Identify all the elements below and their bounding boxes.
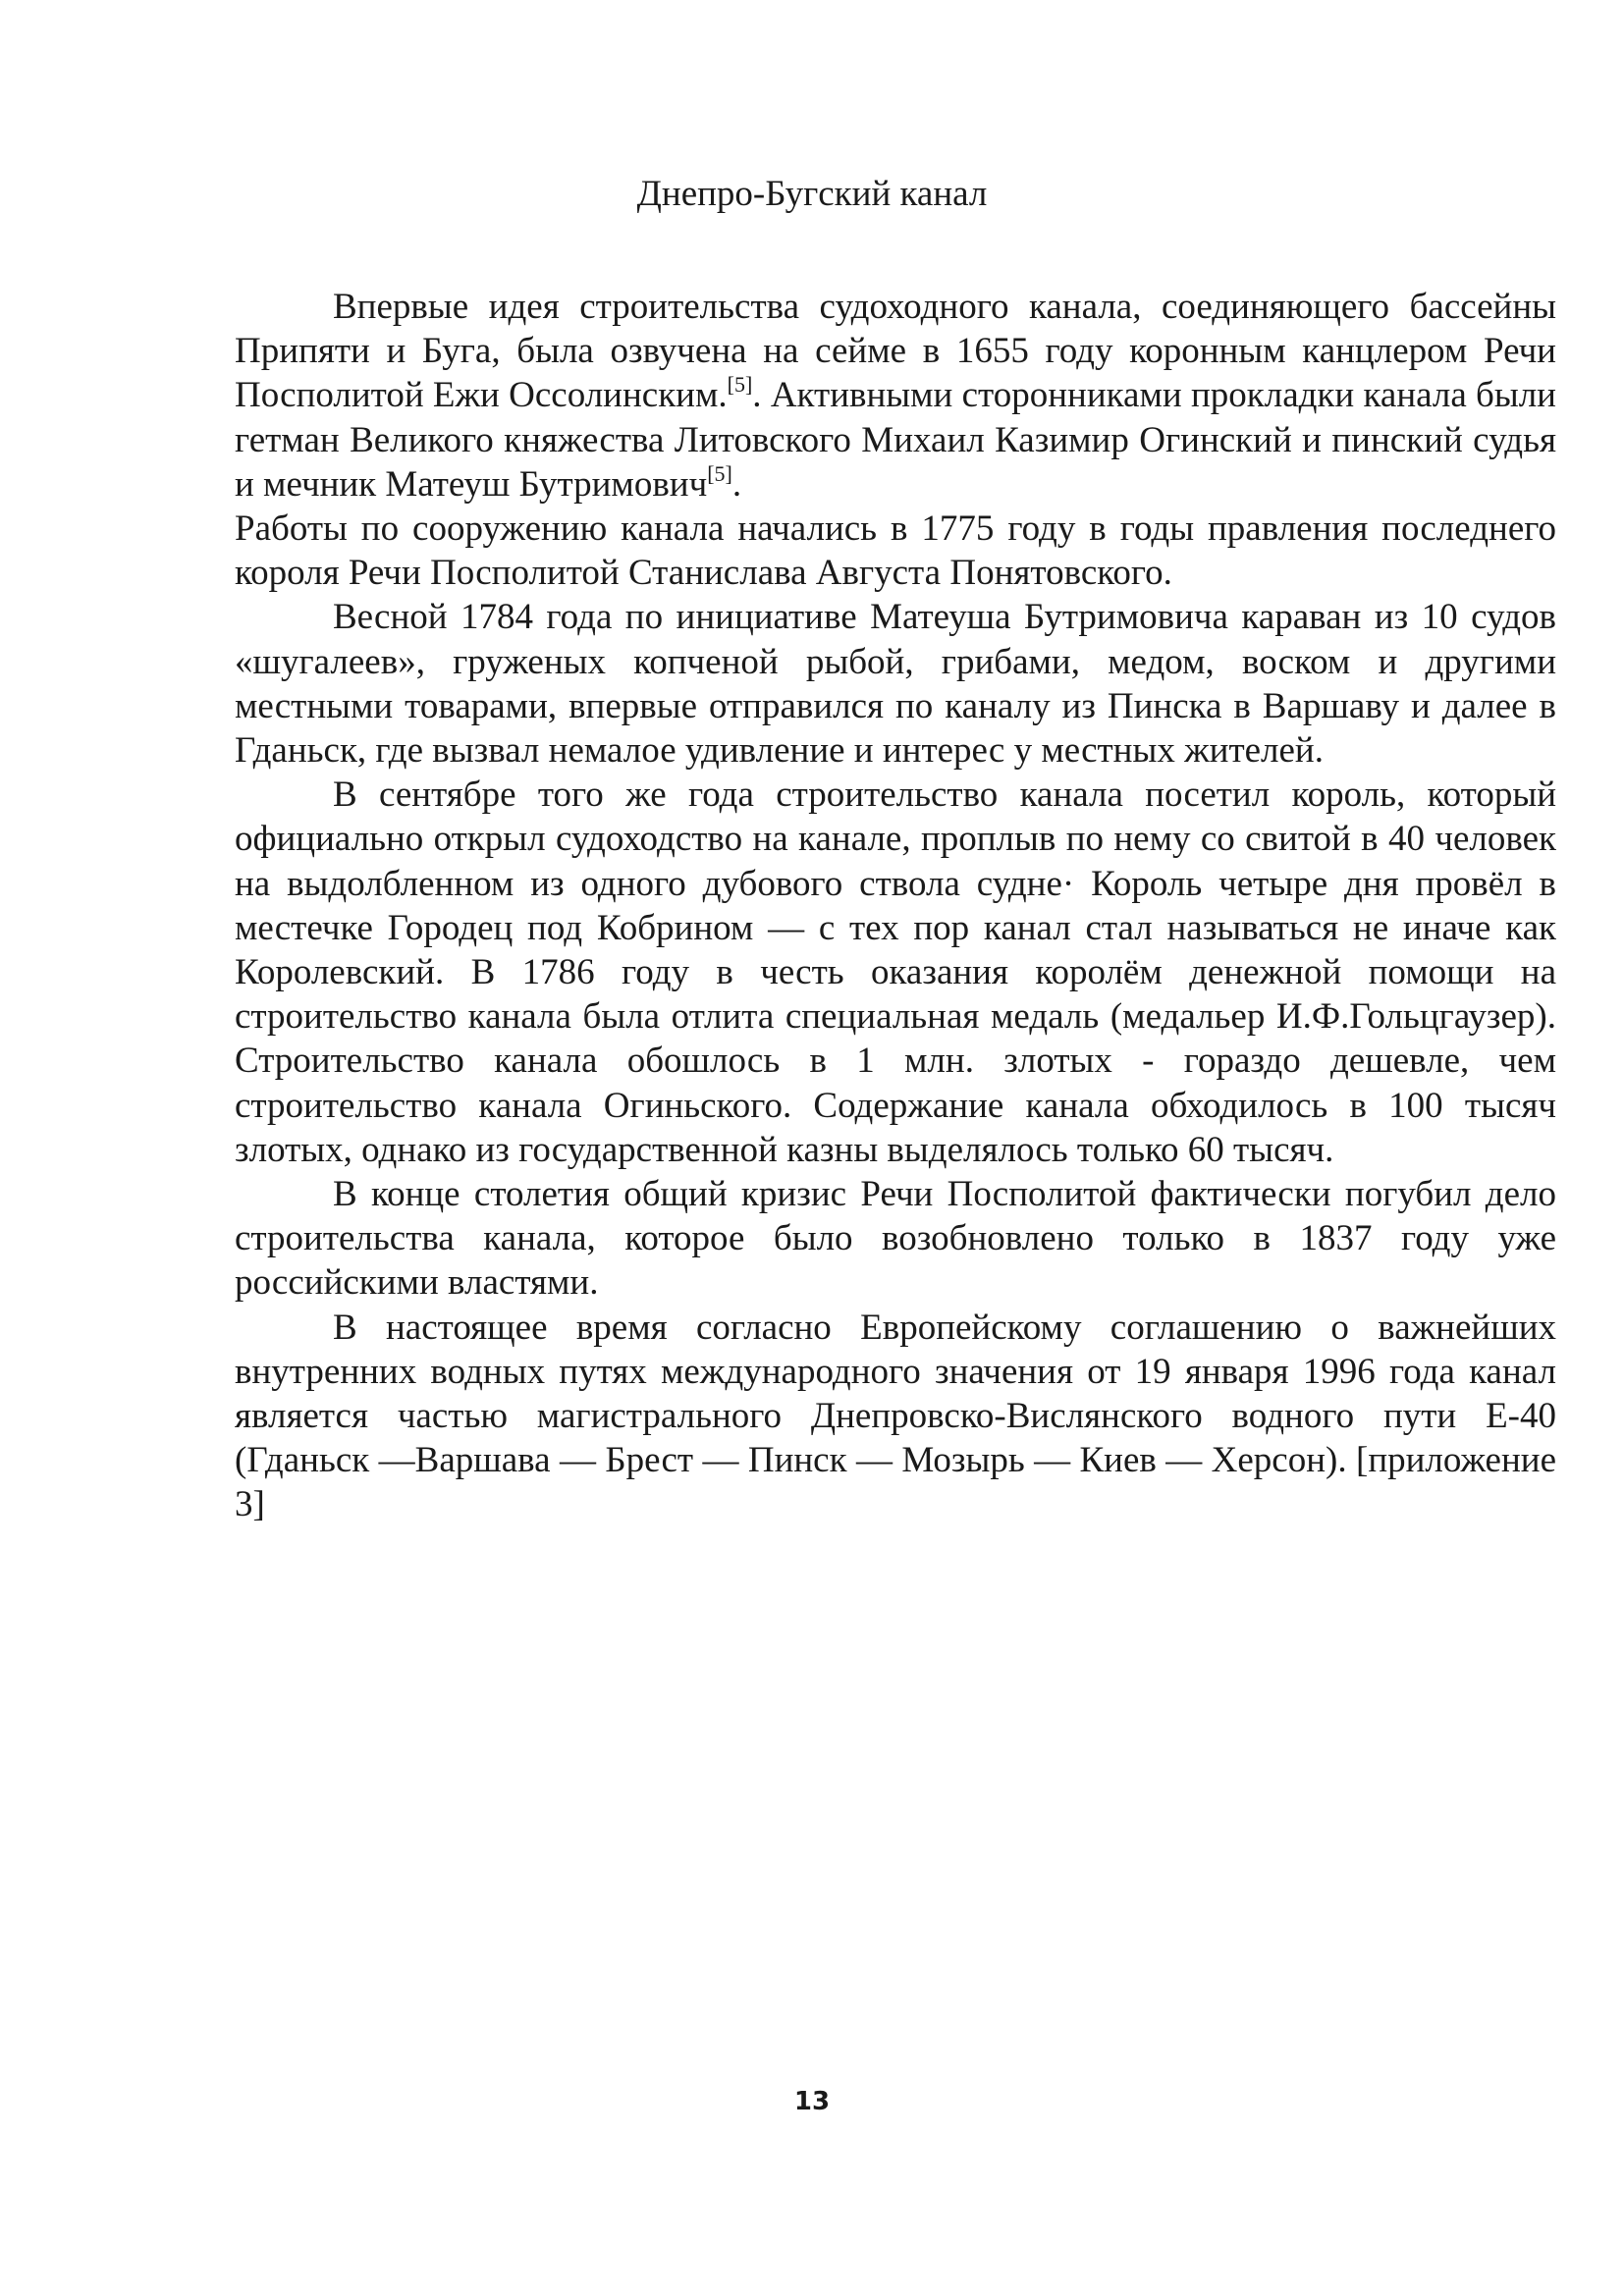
paragraph-5: В конце столетия общий кризис Речи Посполитой фактически погубил дело строительства канала, которое было возобновлено только в 1837 году уже российскими властями. (235, 1174, 1556, 1304)
page-number: 13 (793, 2087, 831, 2116)
footnote-reference: [5] (727, 372, 753, 398)
paragraph-1-text-a: Впервые идея строительства судоходного канала, соединяющего бассейны Припяти и Буга, была озвучена на сейме в 1655 году коронным канцлером Речи Посполитой Ежи Оссолинским. (235, 287, 1556, 416)
paragraph-2: Работы по сооружению канала начались в 1775 году в годы правления последнего короля Речи Посполитой Станислава Августа Понятовского. (235, 508, 1556, 594)
paragraph-3: Весной 1784 года по инициативе Матеуша Бутримовича караван из 10 судов «шугалеев», груженых копченой рыбой, грибами, медом, воском и другими местными товарами, впервые отправился по каналу из Пинска в Варшаву и далее в Гданьск, где вызвал немалое удивление и интерес у местных жителей. (235, 597, 1556, 772)
footnote-reference: [5] (707, 460, 732, 486)
paragraph-1-text-c: . (731, 463, 742, 505)
page-title: Днепро-Бугский канал (636, 174, 988, 214)
paragraph-4: В сентябре того же года строительство канала посетил король, который официально открыл судоходство на канале, проплыв по нему со свитой в 40 человек на выдолбленном из одного дубового ствола судне· Король четыре дня провёл в местечке Городец под Кобрином — с тех пор канал стал называться не иначе как Королевский. В 1786 году в честь оказания королём денежной помощи на строительство канала была отлита специальная медаль (медальер И.Ф.Гольцгаузер). Строительство канала обошлось в 1 млн. злотых - гораздо дешевле, чем строительство канала Огиньского. Содержание канала обходилось в 100 тысяч злотых, однако из государственной казны выделялось только 60 тысяч. (235, 774, 1556, 1170)
document-body (235, 285, 1556, 1527)
paragraph-1 (235, 285, 1556, 507)
paragraph-1-text-b: . Активными сторонниками прокладки канала были гетман Великого княжества Литовского Михаил Казимир Огинский и пинский судья и мечник Матеуш Бутримович (235, 375, 1556, 505)
paragraph-6: В настоящее время согласно Европейскому соглашению о важнейших внутренних водных путях международного значения от 19 января 1996 года канал является частью магистрального Днепровско-Вислянского водного пути Е-40 (Гданьск —Варшава — Брест — Пинск — Мозырь — Киев — Херсон). [приложение 3] (235, 1307, 1556, 1525)
